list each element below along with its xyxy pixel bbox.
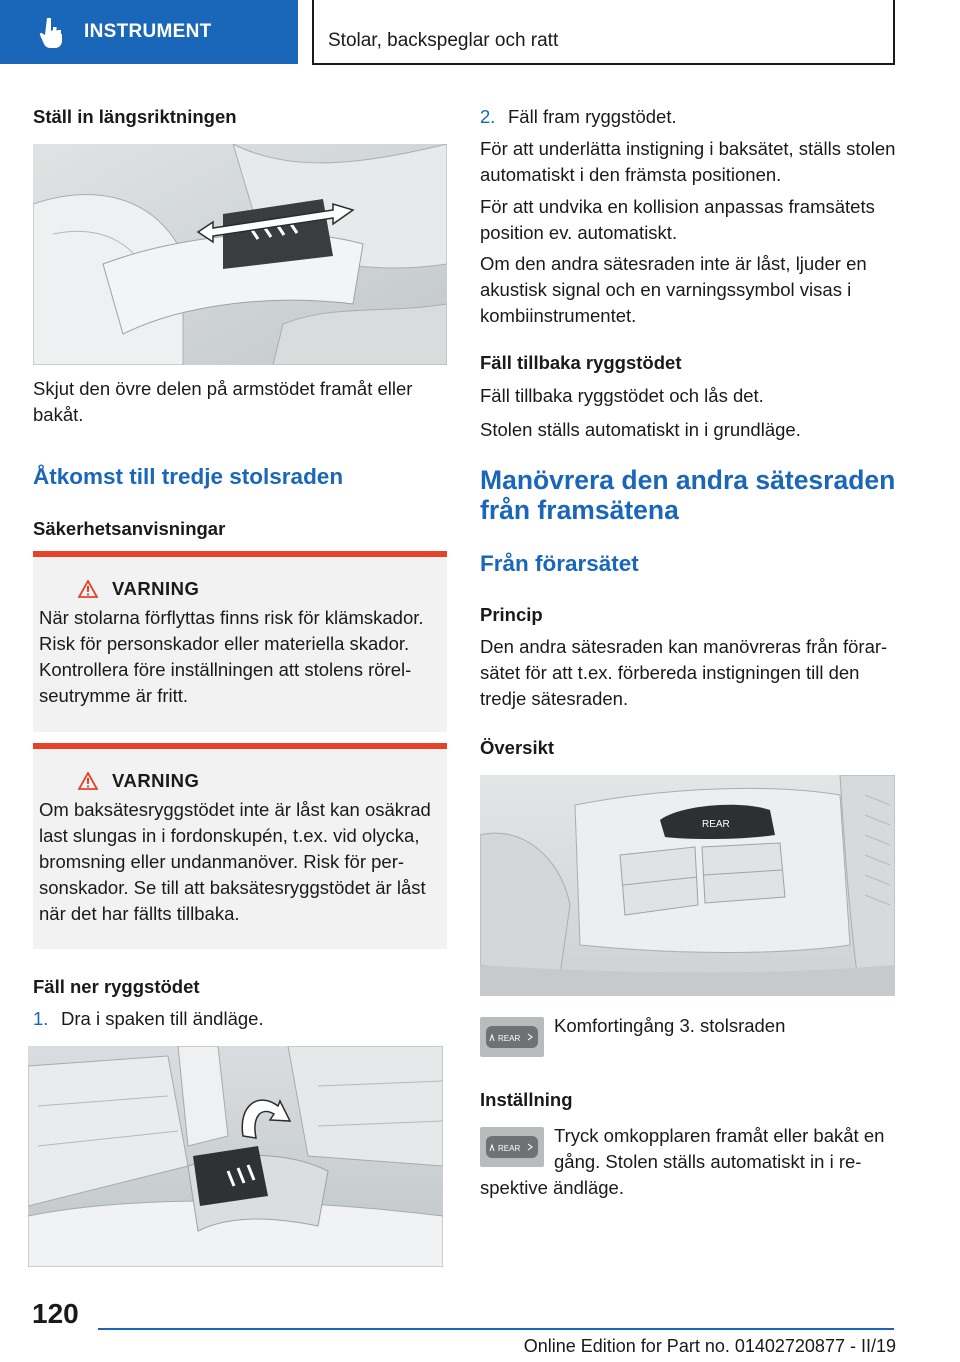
- door-switch-photo: [480, 775, 895, 996]
- step-number: 1.: [33, 1008, 49, 1029]
- paragraph: Fäll tillbaka ryggstödet och lås det.: [480, 385, 764, 406]
- chapter-title: INSTRUMENT: [84, 21, 212, 42]
- step-2: [480, 104, 896, 130]
- rear-button-label: REAR: [702, 819, 730, 830]
- armrest-caption: Skjut den övre delen på armstödet framåt eller bakåt.: [33, 378, 413, 425]
- warning-text: Om baksätesryggstödet inte är låst kan osäkrad last slungas in i fordonskupén, t.ex. vid olycka, bromsning eller undanmanöver. Risk för per-sonskador. Se till att baksätesryggstödet är låst när det har fällts tillbaka.: [39, 799, 431, 924]
- section-title-second-row: Manövrera den andra sätesraden från framsätena: [480, 465, 896, 525]
- warning-title: VARNING: [112, 770, 200, 791]
- chapter-tab[interactable]: [0, 0, 298, 64]
- armrest-photo: [33, 144, 447, 365]
- subsection-title: Från förarsätet: [480, 551, 639, 576]
- rear-button-label: REAR: [498, 1034, 521, 1043]
- safety-heading: Säkerhetsanvisningar: [33, 518, 226, 539]
- warning-text: När stolarna förflyttas finns risk för klämskador. Risk för personskador eller materiella skador. Kontrollera före inställningen att stolens rörel-seutrymme är fritt.: [39, 607, 424, 706]
- step-number: 2.: [480, 106, 496, 127]
- setting-text: [480, 1123, 898, 1201]
- subhead-longitudinal: Ställ in längsriktningen: [33, 106, 237, 127]
- step-1: [33, 1006, 447, 1032]
- step-text: Dra i spaken till ändläge.: [61, 1008, 264, 1029]
- warning-triangle-icon: [78, 772, 98, 790]
- rear-switch-thumbnail: [480, 1017, 544, 1057]
- hand-pointer-icon: [34, 14, 70, 50]
- warning-title: VARNING: [112, 578, 200, 599]
- paragraph: För att underlätta instigning i baksätet, ställs stolen automatiskt i den främsta positionen.: [480, 138, 896, 185]
- warning-triangle-icon: [78, 580, 98, 598]
- footer-edition: Online Edition for Part no. 01402720877 - II/19: [523, 1336, 896, 1356]
- warning-box-2: [33, 743, 447, 949]
- overview-heading: Översikt: [480, 737, 555, 758]
- setting-heading: Inställning: [480, 1089, 573, 1110]
- setting-text-content: Tryck omkopplaren framåt eller bakåt en gång. Stolen ställs automatiskt in i re-spektive ändläge.: [480, 1125, 885, 1198]
- seat-lever-photo: [28, 1046, 443, 1267]
- fold-back-heading: Fäll tillbaka ryggstödet: [480, 352, 682, 373]
- paragraph: Stolen ställs automatiskt in i grundläge.: [480, 419, 801, 440]
- legend-text: Komfortingång 3. stolsraden: [554, 1015, 786, 1036]
- principle-heading: Princip: [480, 604, 543, 625]
- paragraph: För att undvika en kollision anpassas framsätets position ev. automatiskt.: [480, 196, 875, 243]
- warning-box-1: [33, 551, 447, 732]
- section-title: Stolar, backspeglar och ratt: [312, 0, 895, 65]
- fold-down-heading: Fäll ner ryggstödet: [33, 976, 200, 997]
- footer-rule: [98, 1328, 894, 1330]
- paragraph: Om den andra sätesraden inte är låst, ljuder en akustisk signal och en varningssymbol visas i kombiinstrumentet.: [480, 253, 867, 326]
- rear-button-label: REAR: [498, 1144, 521, 1153]
- section-title-third-row: Åtkomst till tredje stolsraden: [33, 464, 344, 489]
- page-number: 120: [32, 1298, 79, 1329]
- principle-text: Den andra sätesraden kan manövreras från förar-sätet för att t.ex. förbereda instigningen till den tredje sätesraden.: [480, 636, 888, 709]
- step-text: Fäll fram ryggstödet.: [508, 106, 677, 127]
